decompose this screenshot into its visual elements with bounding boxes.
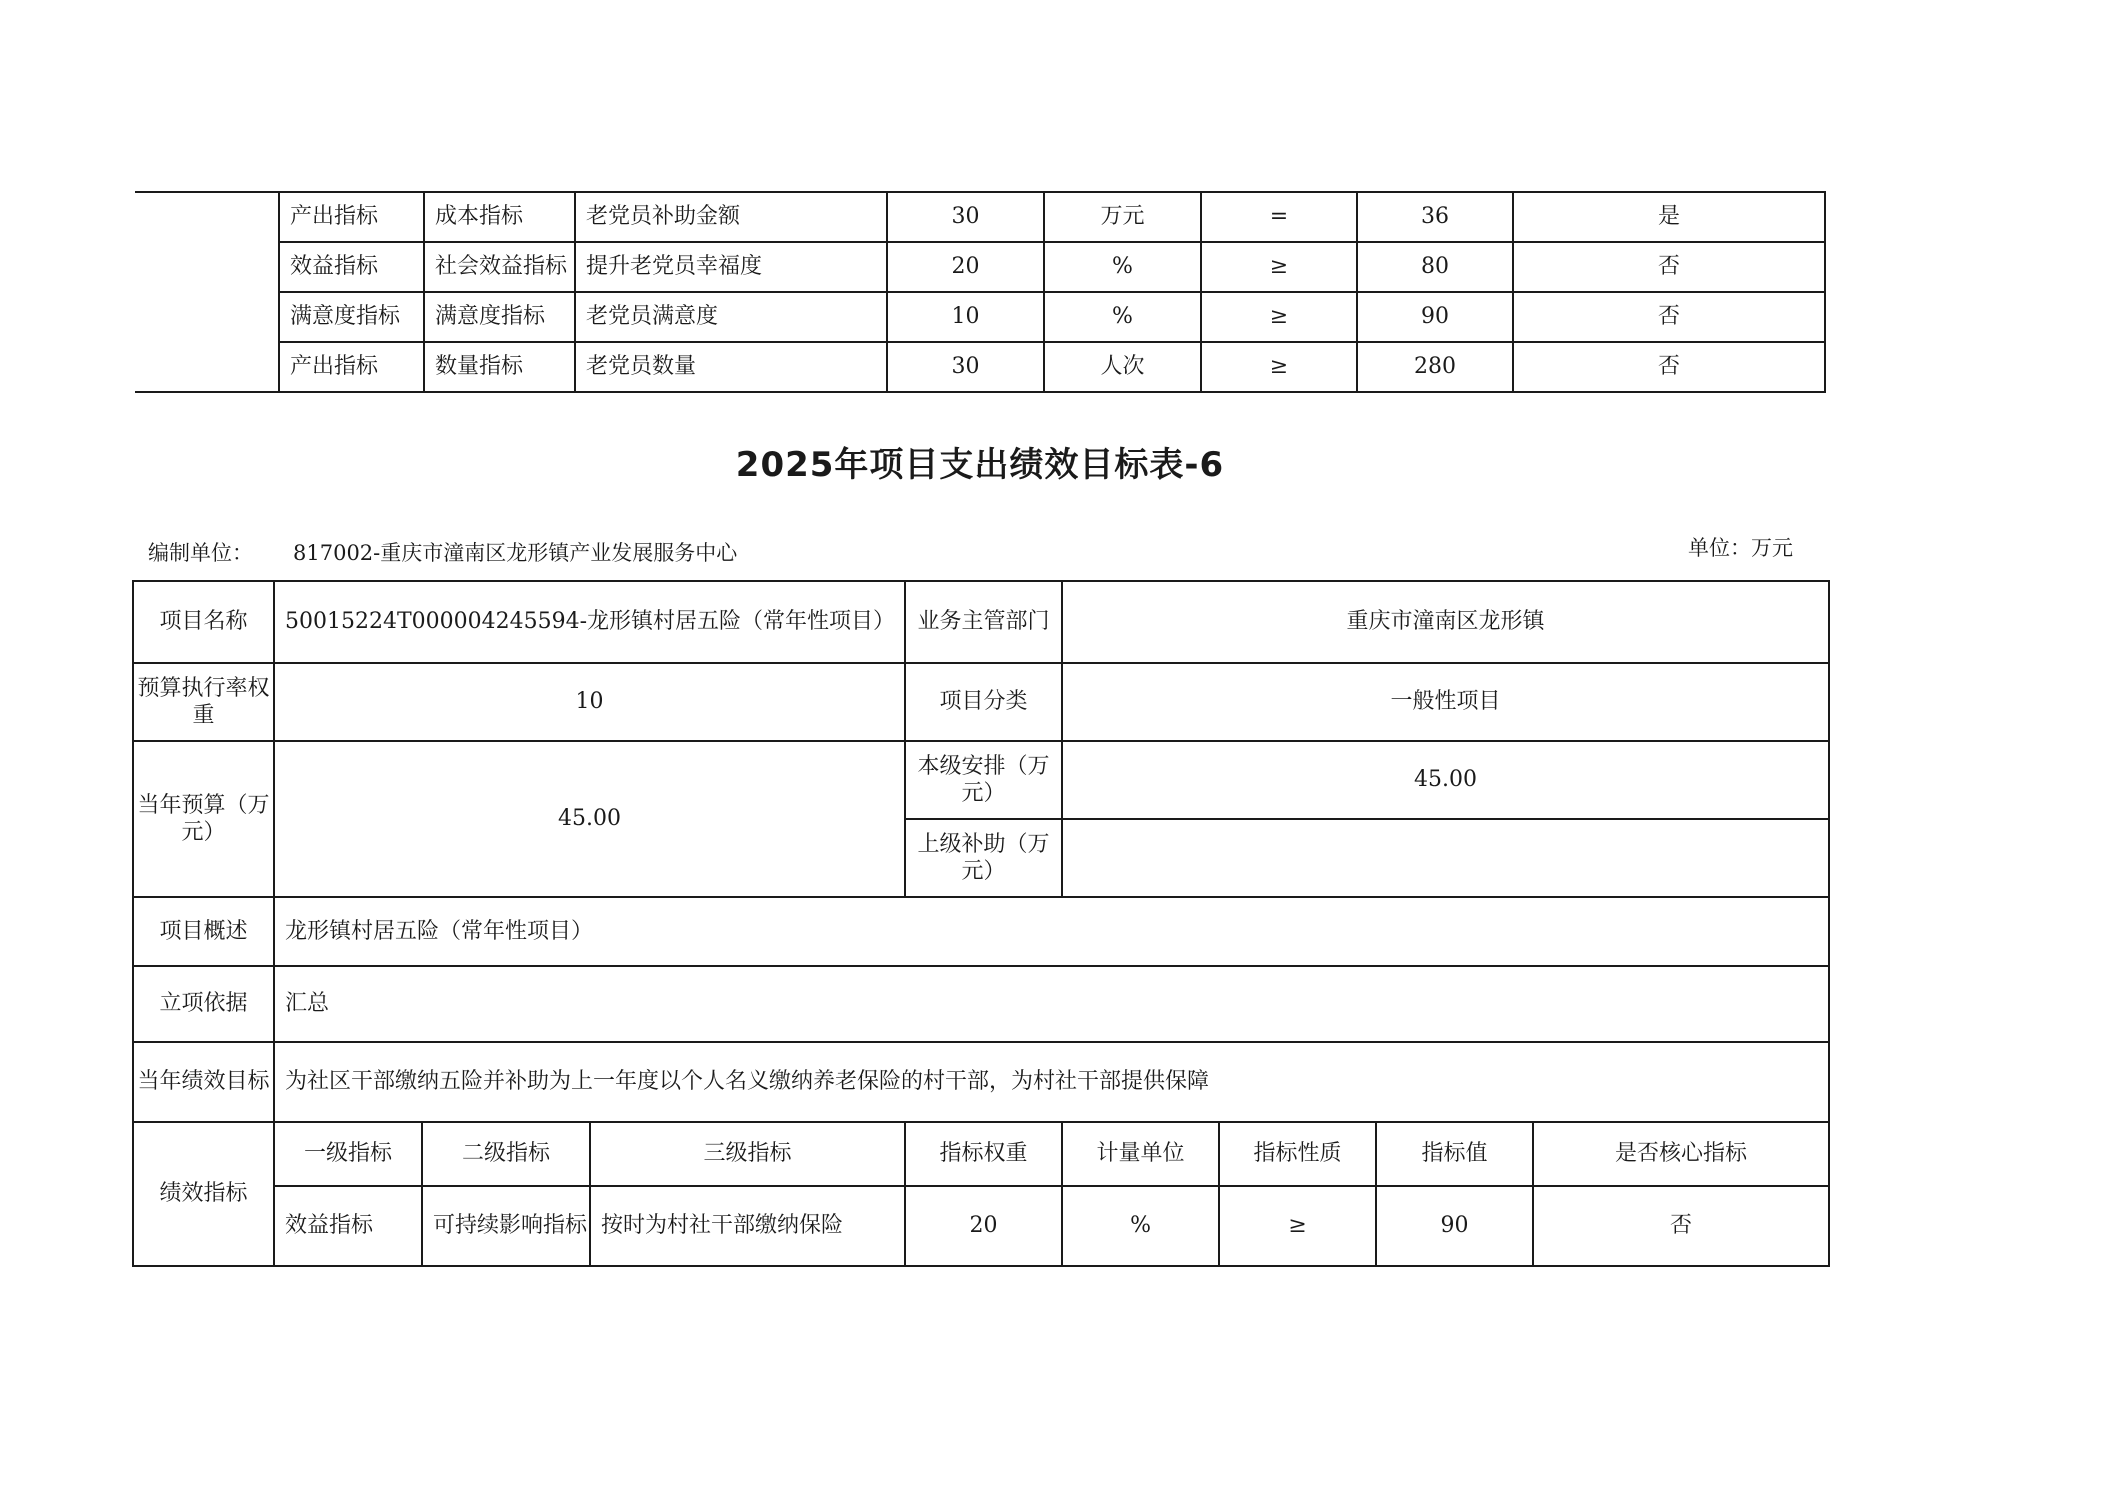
core-cell: 否 [1513,242,1825,292]
value-cell: 80 [1357,242,1513,292]
weight-cell: 20 [887,242,1044,292]
perf-label: 绩效指标 [133,1122,274,1266]
table-row [133,663,1829,741]
header-level1: 一级指标 [274,1122,422,1186]
local-label: 本级安排（万元） [905,741,1062,819]
category-value: 一般性项目 [1062,663,1829,741]
level3-cell: 老党员满意度 [575,292,887,342]
level2-cell: 数量指标 [424,342,575,392]
nature-cell: ≥ [1201,242,1357,292]
header-nature: 指标性质 [1219,1122,1376,1186]
level1-cell: 产出指标 [279,342,424,392]
weight-cell: 30 [887,192,1044,242]
exec-weight-value: 10 [274,663,905,741]
org-label: 编制单位： [148,541,253,565]
core-cell: 否 [1513,342,1825,392]
level3-cell: 提升老党员幸福度 [575,242,887,292]
project-name-value: 50015224T000004245594-龙形镇村居五险（常年性项目） [274,581,905,663]
header-value: 指标值 [1376,1122,1533,1186]
unit-cell: 人次 [1044,342,1201,392]
nature-cell: = [1201,192,1357,242]
merged-label-cell [135,192,279,392]
table-row [133,741,1829,819]
budget-value: 45.00 [274,741,905,897]
header-unit: 计量单位 [1062,1122,1219,1186]
nature-cell: ≥ [1201,342,1357,392]
unit-cell: % [1062,1186,1219,1266]
upper-label: 上级补助（万元） [905,819,1062,897]
header-level3: 三级指标 [590,1122,905,1186]
exec-weight-label: 预算执行率权重 [133,663,274,741]
project-name-label: 项目名称 [133,581,274,663]
value-cell: 280 [1357,342,1513,392]
level3-cell: 老党员补助金额 [575,192,887,242]
level1-cell: 效益指标 [279,242,424,292]
table-row [133,1122,1829,1186]
goal-label: 当年绩效目标 [133,1042,274,1122]
page-title: 2025年项目支出绩效目标表-6 [735,445,1225,485]
table-row [133,581,1829,663]
basis-label: 立项依据 [133,966,274,1042]
level3-cell: 老党员数量 [575,342,887,392]
overview-label: 项目概述 [133,897,274,966]
goal-value: 为社区干部缴纳五险并补助为上一年度以个人名义缴纳养老保险的村干部，为村社干部提供保障 [274,1042,1829,1122]
table-row [135,342,1825,392]
upper-value [1062,819,1829,897]
table-row [135,242,1825,292]
level3-cell: 按时为村社干部缴纳保险 [590,1186,905,1266]
header-core: 是否核心指标 [1533,1122,1829,1186]
unit-cell: % [1044,292,1201,342]
value-cell: 90 [1357,292,1513,342]
dept-value: 重庆市潼南区龙形镇 [1062,581,1829,663]
level2-cell: 成本指标 [424,192,575,242]
previous-indicator-table [135,191,1826,393]
category-label: 项目分类 [905,663,1062,741]
org-value: 817002-重庆市潼南区龙形镇产业发展服务中心 [293,541,738,565]
level2-cell: 可持续影响指标 [422,1186,590,1266]
level1-cell: 满意度指标 [279,292,424,342]
dept-label: 业务主管部门 [905,581,1062,663]
nature-cell: ≥ [1201,292,1357,342]
table-row [135,292,1825,342]
unit-label: 单位：万元 [1688,536,1793,560]
table-row [133,1042,1829,1122]
basis-value: 汇总 [274,966,1829,1042]
nature-cell: ≥ [1219,1186,1376,1266]
level2-cell: 社会效益指标 [424,242,575,292]
core-cell: 是 [1513,192,1825,242]
header-weight: 指标权重 [905,1122,1062,1186]
unit-cell: 万元 [1044,192,1201,242]
header-level2: 二级指标 [422,1122,590,1186]
unit-cell: % [1044,242,1201,292]
weight-cell: 30 [887,342,1044,392]
budget-label: 当年预算（万元） [133,741,274,897]
performance-target-table [132,580,1830,1267]
value-cell: 90 [1376,1186,1533,1266]
weight-cell: 20 [905,1186,1062,1266]
overview-value: 龙形镇村居五险（常年性项目） [274,897,1829,966]
value-cell: 36 [1357,192,1513,242]
core-cell: 否 [1533,1186,1829,1266]
table-row [133,966,1829,1042]
core-cell: 否 [1513,292,1825,342]
level1-cell: 产出指标 [279,192,424,242]
level2-cell: 满意度指标 [424,292,575,342]
level1-cell: 效益指标 [274,1186,422,1266]
table-row [135,192,1825,242]
weight-cell: 10 [887,292,1044,342]
org-line [148,537,737,567]
table-row [133,1186,1829,1266]
local-value: 45.00 [1062,741,1829,819]
table-row [133,897,1829,966]
